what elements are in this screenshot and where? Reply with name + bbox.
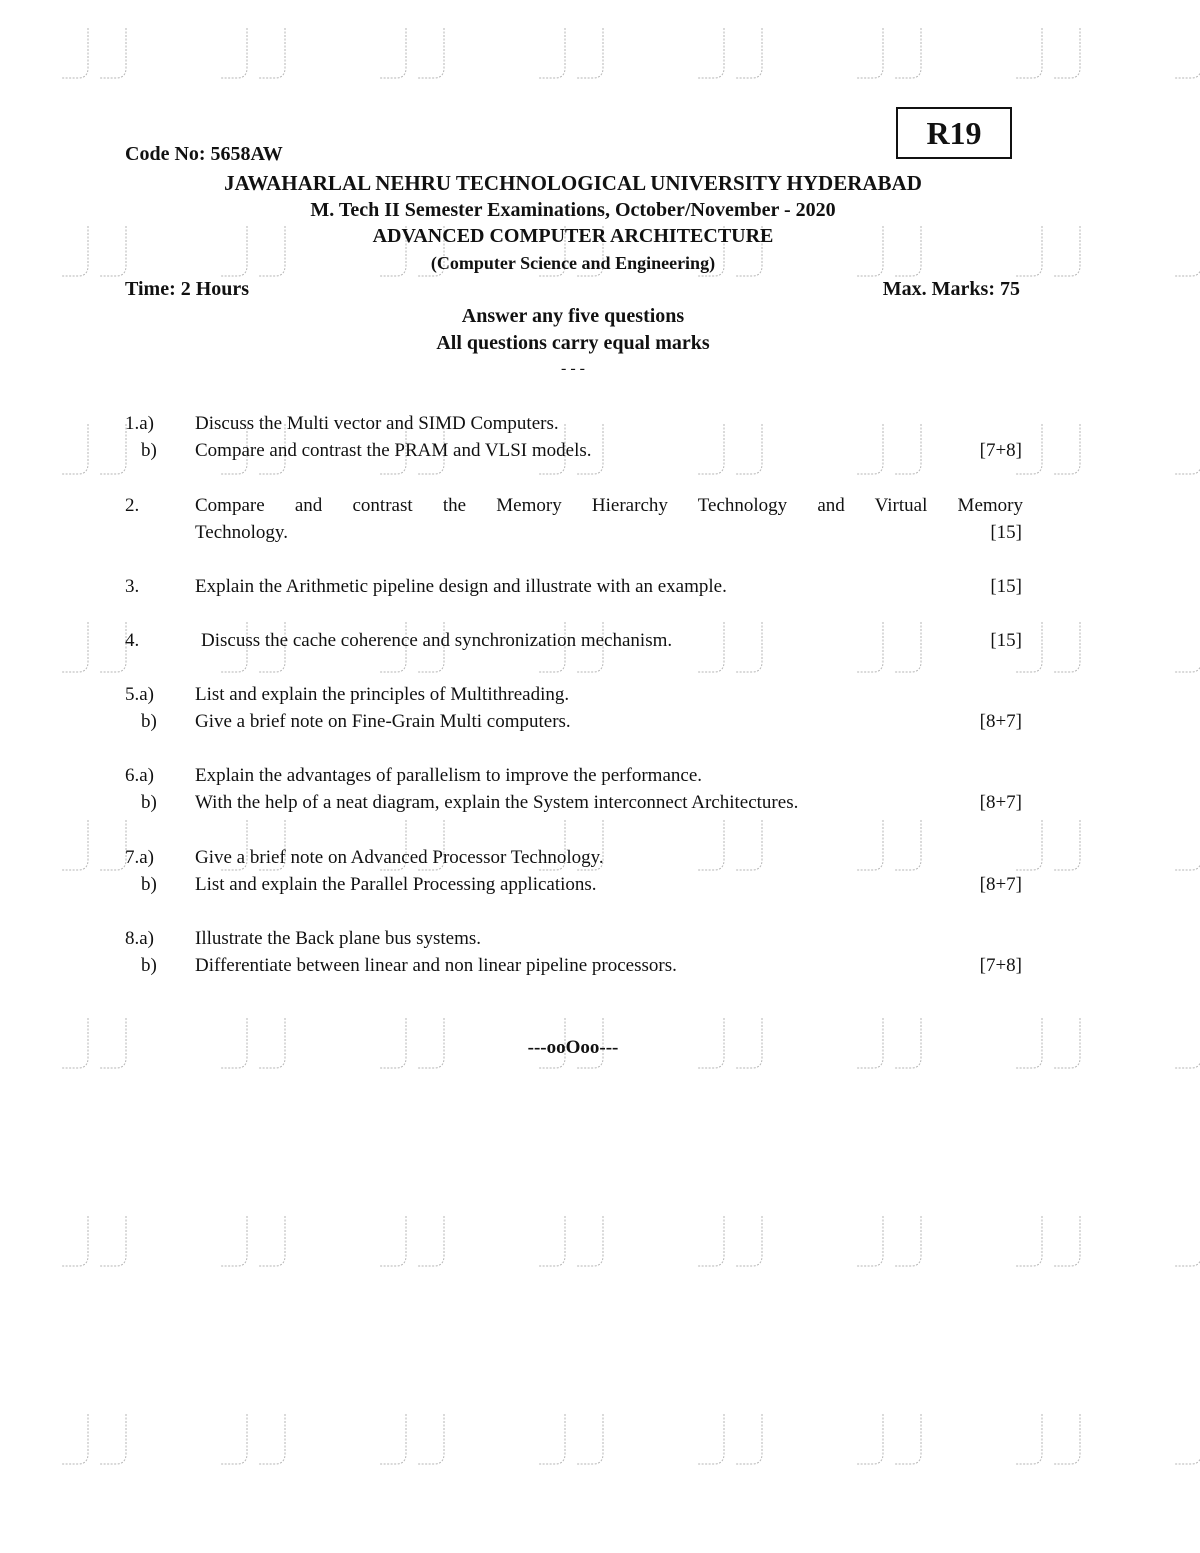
question-text: List and explain the Parallel Processing applications.	[195, 874, 597, 895]
watermark-j-glyph	[698, 622, 724, 672]
question-text: Give a brief note on Advanced Processor Technology.	[195, 847, 604, 868]
watermark-j-glyph	[895, 1216, 921, 1266]
watermark-j-glyph	[539, 28, 565, 78]
question-number: b)	[141, 874, 157, 895]
watermark-j-glyph	[62, 28, 88, 78]
watermark-j-glyph	[1175, 1216, 1200, 1266]
watermark-j-glyph	[1175, 622, 1200, 672]
watermark-j-glyph	[857, 820, 883, 870]
watermark-j-glyph	[895, 28, 921, 78]
watermark-j-glyph	[857, 28, 883, 78]
question-text: Illustrate the Back plane bus systems.	[195, 928, 481, 949]
question-text: Compare and contrast the Memory Hierarchy Technology and Virtual Memory	[195, 495, 1023, 516]
time-label: Time: 2 Hours	[125, 278, 250, 300]
watermark-j-glyph	[895, 1414, 921, 1464]
question-number: b)	[141, 711, 157, 732]
watermark-j-glyph	[539, 1414, 565, 1464]
watermark-j-glyph	[221, 1216, 247, 1266]
watermark-j-glyph	[857, 1414, 883, 1464]
watermark-j-glyph	[736, 622, 762, 672]
question-text: Discuss the cache coherence and synchronization mechanism.	[201, 630, 673, 651]
watermark-j-glyph	[1016, 1414, 1042, 1464]
header-separator: - - -	[561, 360, 585, 377]
watermark-j-glyph	[736, 424, 762, 474]
watermark-j-glyph	[62, 820, 88, 870]
watermark-j-glyph	[1175, 1018, 1200, 1068]
watermark-j-glyph	[1054, 424, 1080, 474]
question-text: Discuss the Multi vector and SIMD Computers.	[195, 413, 559, 434]
branch-name: (Computer Science and Engineering)	[430, 253, 716, 273]
watermark-j-glyph	[1175, 820, 1200, 870]
question-number: 8.a)	[125, 928, 155, 949]
question-text: Compare and contrast the PRAM and VLSI models.	[195, 440, 592, 461]
code-number: Code No: 5658AW	[125, 143, 283, 165]
watermark-j-glyph	[539, 1216, 565, 1266]
watermark-j-glyph	[418, 1414, 444, 1464]
subject-title: ADVANCED COMPUTER ARCHITECTURE	[372, 225, 774, 247]
question-number: 3.	[125, 576, 140, 597]
watermark-j-glyph	[259, 1414, 285, 1464]
question-number: 4.	[125, 630, 140, 651]
question-marks: [15]	[990, 630, 1022, 651]
watermark-j-glyph	[1016, 820, 1042, 870]
watermark-j-glyph	[698, 820, 724, 870]
watermark-j-glyph	[1054, 820, 1080, 870]
watermark-j-glyph	[1016, 28, 1042, 78]
watermark-j-glyph	[62, 424, 88, 474]
watermark-j-glyph	[100, 424, 126, 474]
watermark-j-glyph	[1054, 1216, 1080, 1266]
regulation-badge: R19	[896, 107, 1012, 159]
question-marks: [8+7]	[979, 792, 1022, 813]
question-text: Give a brief note on Fine-Grain Multi computers.	[195, 711, 571, 732]
question-text: List and explain the principles of Multithreading.	[195, 684, 570, 705]
question-text: Differentiate between linear and non linear pipeline processors.	[195, 955, 677, 976]
watermark-j-glyph	[1054, 622, 1080, 672]
watermark-j-glyph	[418, 28, 444, 78]
question-number: b)	[141, 440, 157, 461]
watermark-j-glyph	[100, 622, 126, 672]
watermark-j-glyph	[698, 28, 724, 78]
question-marks: [7+8]	[979, 440, 1022, 461]
question-text: Explain the Arithmetic pipeline design and illustrate with an example.	[195, 576, 727, 597]
university-name: JAWAHARLAL NEHRU TECHNOLOGICAL UNIVERSITY HYDERABAD	[224, 171, 922, 195]
question-number: 1.a)	[125, 413, 155, 434]
watermark-j-glyph	[577, 1414, 603, 1464]
watermark-j-glyph	[62, 1216, 88, 1266]
watermark-j-glyph	[259, 1216, 285, 1266]
watermark-j-glyph	[698, 1216, 724, 1266]
question-marks: [7+8]	[979, 955, 1022, 976]
question-number: 6.a)	[125, 765, 155, 786]
watermark-j-glyph	[1016, 1216, 1042, 1266]
watermark-j-glyph	[1175, 28, 1200, 78]
watermark-j-glyph	[895, 622, 921, 672]
watermark-j-glyph	[1175, 1414, 1200, 1464]
watermark-j-glyph	[100, 820, 126, 870]
watermark-j-glyph	[698, 424, 724, 474]
watermark-j-glyph	[100, 1216, 126, 1266]
watermark-j-glyph	[1054, 28, 1080, 78]
watermark-j-glyph	[577, 28, 603, 78]
watermark-j-glyph	[259, 28, 285, 78]
watermark-j-glyph	[418, 1216, 444, 1266]
watermark-j-glyph	[62, 1414, 88, 1464]
watermark-j-glyph	[221, 28, 247, 78]
question-number: 5.a)	[125, 684, 155, 705]
watermark-j-glyph	[736, 820, 762, 870]
watermark-j-glyph	[62, 622, 88, 672]
max-marks-label: Max. Marks: 75	[882, 278, 1020, 300]
instruction-answer-five: Answer any five questions	[461, 305, 685, 327]
watermark-j-glyph	[895, 820, 921, 870]
watermark-j-glyph	[1175, 226, 1200, 276]
watermark-j-glyph	[857, 1216, 883, 1266]
watermark-j-glyph	[221, 1414, 247, 1464]
watermark-j-glyph	[100, 28, 126, 78]
watermark-j-glyph	[736, 1414, 762, 1464]
watermark-j-glyph	[380, 28, 406, 78]
watermark-j-glyph	[736, 28, 762, 78]
question-marks: [15]	[990, 576, 1022, 597]
question-marks: [8+7]	[979, 711, 1022, 732]
question-text: With the help of a neat diagram, explain the System interconnect Architectures.	[195, 792, 799, 813]
question-number: 2.	[125, 495, 140, 516]
question-number: b)	[141, 792, 157, 813]
question-marks: [8+7]	[979, 874, 1022, 895]
watermark-j-glyph	[698, 1414, 724, 1464]
question-number: b)	[141, 955, 157, 976]
question-text: Technology.	[195, 522, 288, 543]
watermark-j-glyph	[380, 1216, 406, 1266]
watermark-j-glyph	[736, 1216, 762, 1266]
watermark-j-glyph	[857, 424, 883, 474]
question-text: Explain the advantages of parallelism to improve the performance.	[195, 765, 703, 786]
watermark-j-glyph	[577, 1216, 603, 1266]
watermark-j-glyph	[895, 424, 921, 474]
watermark-j-glyph	[100, 1414, 126, 1464]
watermark-j-glyph	[857, 622, 883, 672]
end-of-paper-mark: ---ooOoo---	[527, 1037, 619, 1058]
question-marks: [15]	[990, 522, 1022, 543]
instruction-equal-marks: All questions carry equal marks	[436, 332, 710, 354]
watermark-j-glyph	[1175, 424, 1200, 474]
question-number: 7.a)	[125, 847, 155, 868]
exam-title: M. Tech II Semester Examinations, October/November - 2020	[310, 199, 836, 221]
watermark-j-glyph	[1054, 1414, 1080, 1464]
watermark-j-glyph	[380, 1414, 406, 1464]
